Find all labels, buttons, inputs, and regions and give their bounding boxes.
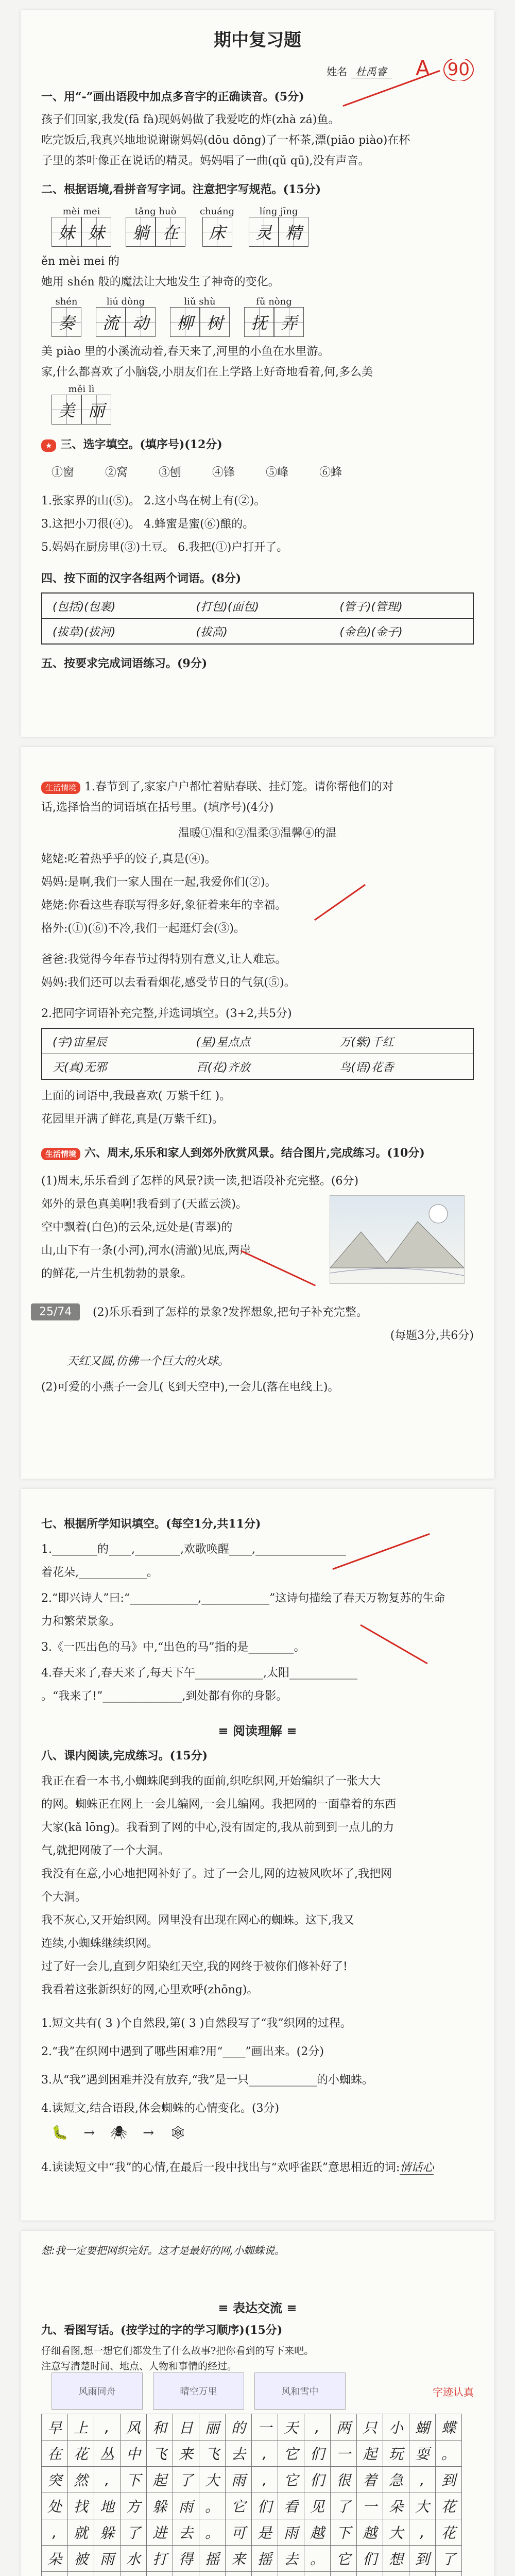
answer-cell: 抚 [244, 307, 274, 337]
mood-icons [52, 2125, 186, 2141]
q3-choice-row [52, 464, 342, 480]
essay-cell: 们 [304, 2467, 331, 2493]
q7-line: 1.________的____,________,欢歌唤醒____,________________ [41, 1543, 346, 1556]
answer-cell: 丽 [81, 395, 111, 425]
answer-cell: 美 [52, 395, 81, 425]
q9-instruction: 注意写清楚时间、地点、人物和事情的经过。 [41, 2361, 237, 2372]
q3-line-1: 1.张家界的山(⑤)。 2.这小鸟在树上有(②)。 [41, 495, 266, 507]
essay-cell [68, 2572, 94, 2576]
essay-cell: 越 [357, 2519, 383, 2546]
essay-cell: 蝴 [409, 2414, 436, 2441]
essay-cell: 飞 [147, 2441, 173, 2467]
q8-question: 4.读读短文中“我”的心情,在最后一段中找出与“欢呼雀跃”意思相近的词:情话心 [41, 2161, 434, 2174]
table-row: (拔草)(拔河) (拔高) (金色)(金子) [53, 625, 403, 639]
essay-cell: 小 [383, 2414, 409, 2441]
answer-cell: 精 [279, 217, 308, 247]
q6-answer: 天红又圆,仿佛一个巨大的火球。 [67, 1355, 229, 1368]
essay-cell: 大 [383, 2519, 409, 2546]
context-badge: 生活情境 [41, 782, 80, 794]
choice: ⑥蜂 [319, 466, 342, 479]
q8-heading: 八、课内阅读,完成练习。(15分) [41, 1749, 208, 1762]
comic-panel: 风和雪中 [254, 2372, 346, 2410]
essay-cell: 一 [252, 2414, 278, 2441]
answer-cell: 树 [200, 307, 230, 337]
essay-cell: 地 [94, 2493, 121, 2519]
essay-cell: 上 [68, 2414, 94, 2441]
essay-cell: 花 [436, 2493, 462, 2519]
answer-cell: 妹 [81, 217, 111, 247]
arrow-icon: → [83, 2125, 95, 2141]
dialogue-line: 妈妈:我们还可以去看看烟花,感受节日的气氛(⑤)。 [41, 976, 296, 989]
q9-heading: 九、看图写话。(按学过的字的学习顺序)(15分) [41, 2324, 283, 2337]
pinyin-box: liǔ shù 柳 树 [170, 296, 230, 337]
essay-cell: 丛 [94, 2441, 121, 2467]
student-name: 杜禹睿 [351, 65, 392, 78]
pinyin-box: měi lì 美 丽 [52, 384, 111, 425]
essay-cell: 去 [278, 2546, 304, 2572]
page-title: 期中复习题 [214, 31, 301, 49]
pinyin-box: liú dòng 流 动 [96, 296, 156, 337]
essay-cell: 处 [42, 2493, 68, 2519]
essay-cell: 突 [42, 2467, 68, 2493]
section-divider: ≡ 阅读理解 ≡ [218, 1723, 297, 1738]
pinyin-box: shén 奏 [52, 296, 81, 337]
q8-question: 3.从“我”遇到困难并没有放弃,“我”是一只____________的小蜘蛛。 [41, 2074, 373, 2087]
q7-line: 。“我来了!”______________,到处都有你的身影。 [41, 1690, 288, 1703]
essay-cell: 耍 [409, 2441, 436, 2467]
essay-cell: , [252, 2441, 278, 2467]
answer-cell: 流 [96, 307, 126, 337]
essay-cell: 天 [278, 2414, 304, 2441]
essay-cell: 找 [68, 2493, 94, 2519]
essay-cell [121, 2572, 147, 2576]
q7-line: 3.《一匹出色的马》中,“出色的马”指的是________。 [41, 1641, 305, 1654]
essay-cell: 的 [226, 2414, 252, 2441]
essay-cell: 下 [331, 2519, 357, 2546]
q6-line: 的鲜花,一片生机勃勃的景象。 [41, 1267, 192, 1280]
answer-text: 情话心 [400, 2161, 434, 2174]
essay-cell: 大 [199, 2467, 226, 2493]
essay-cell [94, 2572, 121, 2576]
essay-cell: 玩 [383, 2441, 409, 2467]
passage-line: 我看着这张新织好的网,心里欢呼(zhōng)。 [41, 1984, 259, 1996]
essay-cell: 朵 [42, 2546, 68, 2572]
q2-line-1: ěn mèi mei 的 [41, 255, 120, 268]
essay-cell: 蝶 [436, 2414, 462, 2441]
q6-line: 山,山下有一条(小河),河水(清澈)见底,两岸 [41, 1244, 251, 1257]
essay-cell: 来 [226, 2546, 252, 2572]
essay-cell: 在 [42, 2441, 68, 2467]
essay-cell: 两 [331, 2414, 357, 2441]
q4-table [41, 592, 474, 645]
essay-cell: 它 [278, 2467, 304, 2493]
essay-cell: 们 [252, 2493, 278, 2519]
essay-cell: 一 [331, 2441, 357, 2467]
essay-cell: 来 [173, 2441, 199, 2467]
essay-cell: , [409, 2519, 436, 2546]
essay-cell: , [94, 2467, 121, 2493]
q7-line: 2.“即兴诗人”曰:“____________,____________”这诗句描绘了春天万物复苏的生命 [41, 1592, 445, 1605]
passage-line: 过了好一会儿,直到夕阳染红天空,我的网终于被你们修补好了! [41, 1960, 348, 1973]
answer-cell: 躺 [126, 217, 156, 247]
q6-line: 郊外的景色真美啊!我看到了(天蓝云淡)。 [41, 1198, 248, 1211]
passage-line: 连续,小蜘蛛继续织网。 [41, 1937, 158, 1950]
passage-line: 大家(kǎ lōng)。我看到了网的中心,没有固定的,我从前到到一点儿的力 [41, 1821, 394, 1834]
essay-cell: 早 [42, 2414, 68, 2441]
essay-cell: 进 [147, 2519, 173, 2546]
section-divider: ≡ 表达交流 ≡ [218, 2300, 297, 2315]
essay-cell: 只 [357, 2414, 383, 2441]
essay-cell: 想 [383, 2546, 409, 2572]
essay-cell: 得 [173, 2546, 199, 2572]
q2-word-row-3 [52, 384, 111, 425]
essay-cell: , [409, 2467, 436, 2493]
essay-cell: 着 [357, 2467, 383, 2493]
essay-cell: 们 [357, 2546, 383, 2572]
essay-cell: 花 [436, 2519, 462, 2546]
essay-cell: 摇 [199, 2546, 226, 2572]
essay-cell [357, 2572, 383, 2576]
essay-cell: 躲 [147, 2493, 173, 2519]
essay-cell: 越 [304, 2519, 331, 2546]
essay-cell: 到 [436, 2467, 462, 2493]
answer-cell: 床 [202, 217, 232, 247]
comic-panel: 风雨同舟 [52, 2372, 143, 2410]
caterpillar-icon: 🐛 [52, 2125, 68, 2141]
q2-line-3: 美 piào 里的小溪流动着,春天来了,河里的小鱼在水里游。 [41, 345, 330, 358]
choice: ⑤峰 [266, 466, 289, 479]
essay-cell: , [94, 2414, 121, 2441]
essay-cell: 。 [436, 2441, 462, 2467]
essay-cell: 中 [121, 2441, 147, 2467]
essay-cell: 花 [68, 2441, 94, 2467]
essay-cell: 躲 [94, 2519, 121, 2546]
essay-cell: 很 [331, 2467, 357, 2493]
essay-cell [278, 2572, 304, 2576]
q1-line-1: 孩子们回家,我发(fā fà)现妈妈做了我爱吃的炸(zhà zá)鱼。 [41, 113, 340, 126]
essay-cell: 飞 [199, 2441, 226, 2467]
essay-cell: 到 [409, 2546, 436, 2572]
landscape-illustration [330, 1195, 465, 1284]
q3-heading: ★ 三、选字填空。(填序号)(12分) [41, 435, 474, 454]
q1-intro: 生活情境 1.春节到了,家家户户都忙着贴春联、挂灯笼。请你帮他们的对 [41, 778, 474, 796]
essay-cell: , [252, 2467, 278, 2493]
q5-heading: 五、按要求完成词语练习。(9分) [41, 657, 208, 670]
dialogue-line: 爸爸:我觉得今年春节过得特别有意义,让人难忘。 [41, 953, 287, 966]
answer-cell: 灵 [249, 217, 279, 247]
q7-line: 4.春天来了,春天来了,每天下午____________,太阳____________ [41, 1667, 357, 1680]
essay-cell: 它 [278, 2441, 304, 2467]
essay-cell: 雨 [94, 2546, 121, 2572]
essay-cell: 打 [147, 2546, 173, 2572]
answer-cell: 妹 [52, 217, 81, 247]
essay-cell: 见 [304, 2493, 331, 2519]
pinyin-box: chuáng 床 [200, 206, 234, 247]
passage-line: 个大洞。 [41, 1891, 87, 1904]
choice: ④锋 [212, 466, 235, 479]
q2-line-4: 家,什么都喜欢了小脑袋,小朋友们在上学路上好奇地看着,何,多么美 [41, 366, 373, 379]
grade-mark: A [416, 59, 430, 80]
exam-page-4 [21, 2231, 494, 2576]
q8-question: 1.短文共有( 3 )个自然段,第( 3 )自然段写了“我”织网的过程。 [41, 2017, 352, 2030]
passage-line: 我不灰心,又开始织网。网里没有出现在网心的蜘蛛。这下,我又 [41, 1914, 354, 1927]
essay-cell: 和 [147, 2414, 173, 2441]
q2-sentence-2: 花园里开满了鲜花,真是(万紫千红)。 [41, 1113, 224, 1126]
q1-line-2: 吃完饭后,我真兴地地说谢谢妈妈(dōu dōng)了一杯茶,漂(piāo piào)在杯 [41, 134, 410, 147]
essay-cell: 去 [226, 2441, 252, 2467]
q4-heading: 四、按下面的汉字各组两个词语。(8分) [41, 572, 242, 585]
dialogue-line: 格外:(①)(⑥)不冷,我们一起逛灯会(③)。 [41, 922, 245, 935]
essay-cell: 被 [68, 2546, 94, 2572]
context-badge: 生活情境 [41, 1148, 80, 1160]
essay-cell: 丽 [199, 2414, 226, 2441]
essay-cell [147, 2572, 173, 2576]
passage-line: 我没有在意,小心地把网补好了。过了一会儿,网的边被风吹坏了,我把网 [41, 1868, 392, 1880]
table-row: (包括)(包裹) (打包)(面包) (管子)(管理) [42, 594, 473, 619]
choice: ①窗 [52, 466, 75, 479]
essay-cell: 了 [121, 2519, 147, 2546]
essay-cell [383, 2572, 409, 2576]
essay-cell [173, 2572, 199, 2576]
answer-cell: 奏 [52, 307, 81, 337]
essay-cell: 可 [226, 2519, 252, 2546]
essay-cell: 是 [252, 2519, 278, 2546]
q2-word-row-2 [52, 296, 304, 337]
q8-question: 4.读短文,结合语段,体会蜘蛛的心情变化。(3分) [41, 2102, 280, 2115]
essay-cell: 大 [409, 2493, 436, 2519]
essay-cell: 去 [173, 2519, 199, 2546]
q2-line-2: 她用 shén 般的魔法让大地发生了神奇的变化。 [41, 276, 280, 289]
pinyin-box: fǔ nòng 抚 弄 [244, 296, 304, 337]
name-line [41, 59, 474, 81]
q3-line-3: 5.妈妈在厨房里(③)土豆。 6.我把(①)户打开了。 [41, 541, 288, 554]
essay-cell: 了 [331, 2493, 357, 2519]
exam-page-1 [21, 10, 494, 737]
q6-line: 空中飘着(白色)的云朵,远处是(青翠)的 [41, 1221, 233, 1234]
web-icon: 🕸 [169, 2125, 186, 2141]
essay-cell: 方 [121, 2493, 147, 2519]
q3-badge: ★ [41, 439, 56, 452]
q6-line: (1)周末,乐乐看到了怎样的风景?读一读,把语段补充完整。(6分) [41, 1175, 359, 1188]
dialogue-line: 姥姥:你看这些春联写得多好,象征着来年的幸福。 [41, 899, 287, 912]
essay-cell: 雨 [278, 2519, 304, 2546]
essay-cell: 它 [226, 2493, 252, 2519]
q7-line: 着花朵,____________。 [41, 1566, 158, 1579]
essay-cell: 雨 [226, 2467, 252, 2493]
essay-cell [252, 2572, 278, 2576]
essay-cell: 朵 [383, 2493, 409, 2519]
essay-cell: 日 [173, 2414, 199, 2441]
essay-cell [304, 2572, 331, 2576]
essay-cell: , [304, 2414, 331, 2441]
essay-cell [409, 2572, 436, 2576]
q2-word-table [41, 1028, 474, 1080]
q1-line-3: 子里的茶叶像正在说话的精灵。妈妈唱了一曲(qǔ qū),没有声音。 [41, 155, 370, 167]
essay-cell: 起 [357, 2441, 383, 2467]
q7-line: 力和繁荣景象。 [41, 1615, 121, 1628]
essay-cell: 然 [68, 2467, 94, 2493]
essay-cell: 下 [121, 2467, 147, 2493]
essay-cell: 。 [199, 2519, 226, 2546]
essay-cell [199, 2572, 226, 2576]
essay-cell: 摇 [252, 2546, 278, 2572]
page-indicator: 25/74 [31, 1303, 80, 1320]
essay-cell: 它 [331, 2546, 357, 2572]
pinyin-box: líng jīng 灵 精 [249, 206, 308, 247]
essay-cell: 们 [304, 2441, 331, 2467]
comic-panel: 晴空万里 [153, 2372, 244, 2410]
handwritten-answer: 想:我一定要把网织完好。这才是最好的网,小蜘蛛说。 [41, 2244, 285, 2257]
q2-heading: 二、根据语境,看拼音写字词。注意把字写规范。(15分) [41, 183, 321, 196]
q6-answer: (2)可爱的小燕子一会儿(飞到天空中),一会儿(落在电线上)。 [41, 1381, 339, 1394]
score-mark: 90 [443, 59, 474, 81]
pinyin-box: tǎng huò 躺 在 [126, 206, 185, 247]
name-label: 姓名 [327, 65, 348, 78]
answer-cell: 动 [126, 307, 156, 337]
q1-heading: 一、用“-”画出语段中加点多音字的正确读音。(5分) [41, 90, 304, 104]
q9-instruction: 仔细看图,想一想它们都发生了什么故事?把你看到的写下来吧。 [41, 2345, 314, 2357]
essay-cell [42, 2572, 68, 2576]
q1-intro-2: 话,选择恰当的词语填在括号里。(填序号)(4分) [41, 801, 274, 814]
q6-line: (2)乐乐看到了怎样的景象?发挥想象,把句子补充完整。 [93, 1306, 368, 1319]
answer-cell: 在 [156, 217, 185, 247]
essay-cell: 了 [436, 2546, 462, 2572]
essay-cell: 水 [121, 2546, 147, 2572]
q6-heading: 生活情境 六、周末,乐乐和家人到郊外欣赏风景。结合图片,完成练习。(10分) [41, 1144, 474, 1162]
mountain-icon [330, 1196, 464, 1283]
q2-sentence: 上面的词语中,我最喜欢( 万紫千红 )。 [41, 1090, 231, 1103]
essay-cell: , [42, 2519, 68, 2546]
pinyin-box: mèi mei 妹 妹 [52, 206, 111, 247]
essay-cell: 就 [68, 2519, 94, 2546]
exam-page-2 [21, 747, 494, 1479]
q1-options: 温暖①温和②温柔③温馨④的温 [178, 827, 337, 840]
essay-cell: 起 [147, 2467, 173, 2493]
essay-cell: 急 [383, 2467, 409, 2493]
essay-cell: 风 [121, 2414, 147, 2441]
table-row: (宇)宙星辰 (星)星点点 万(紫)千红 [42, 1029, 473, 1054]
table-row: 天(真)无邪 百(花)齐放 鸟(语)花香 [53, 1061, 394, 1074]
q7-heading: 七、根据所学知识填空。(每空1分,共11分) [41, 1517, 261, 1531]
dialogue-line: 姥姥:吃着热乎乎的饺子,真是(④)。 [41, 853, 216, 866]
passage-line: 我正在看一本书,小蜘蛛爬到我的面前,织吃织网,开始编织了一张大大 [41, 1775, 381, 1788]
spider-icon: 🕷 [110, 2125, 128, 2141]
essay-cell [331, 2572, 357, 2576]
q6-score-note: (每题3分,共6分) [390, 1329, 474, 1342]
answer-cell: 柳 [170, 307, 200, 337]
dialogue-line: 妈妈:是啊,我们一家人围在一起,我爱你们(②)。 [41, 876, 277, 889]
exam-page-3 [21, 1489, 494, 2221]
essay-cell: 雨 [173, 2493, 199, 2519]
choice: ③刨 [159, 466, 182, 479]
q2-intro: 2.把同字词语补充完整,并选词填空。(3+2,共5分) [41, 1007, 292, 1020]
grader-note: 字迹认真 [433, 2386, 474, 2398]
essay-cell: 看 [278, 2493, 304, 2519]
answer-cell: 弄 [274, 307, 304, 337]
essay-cell [436, 2572, 462, 2576]
q3-line-2: 3.这把小刀很(④)。 4.蜂蜜是蜜(⑥)酿的。 [41, 518, 254, 531]
essay-cell: 了 [173, 2467, 199, 2493]
essay-grid [41, 2414, 462, 2576]
passage-line: 气,就把网破了一个大洞。 [41, 1844, 169, 1857]
arrow-icon: → [143, 2125, 154, 2141]
essay-cell: 。 [199, 2493, 226, 2519]
passage-line: 的网。蜘蛛正在网上一会儿编网,一会儿编网。我把网的一面靠着的东西 [41, 1798, 396, 1811]
essay-cell: 。 [304, 2546, 331, 2572]
essay-cell: 一 [357, 2493, 383, 2519]
q2-word-row-1 [52, 206, 308, 247]
q8-question: 2.“我”在织网中遇到了哪些困难?用“____”画出来。(2分) [41, 2045, 324, 2058]
choice: ②窝 [105, 466, 128, 479]
essay-cell [226, 2572, 252, 2576]
